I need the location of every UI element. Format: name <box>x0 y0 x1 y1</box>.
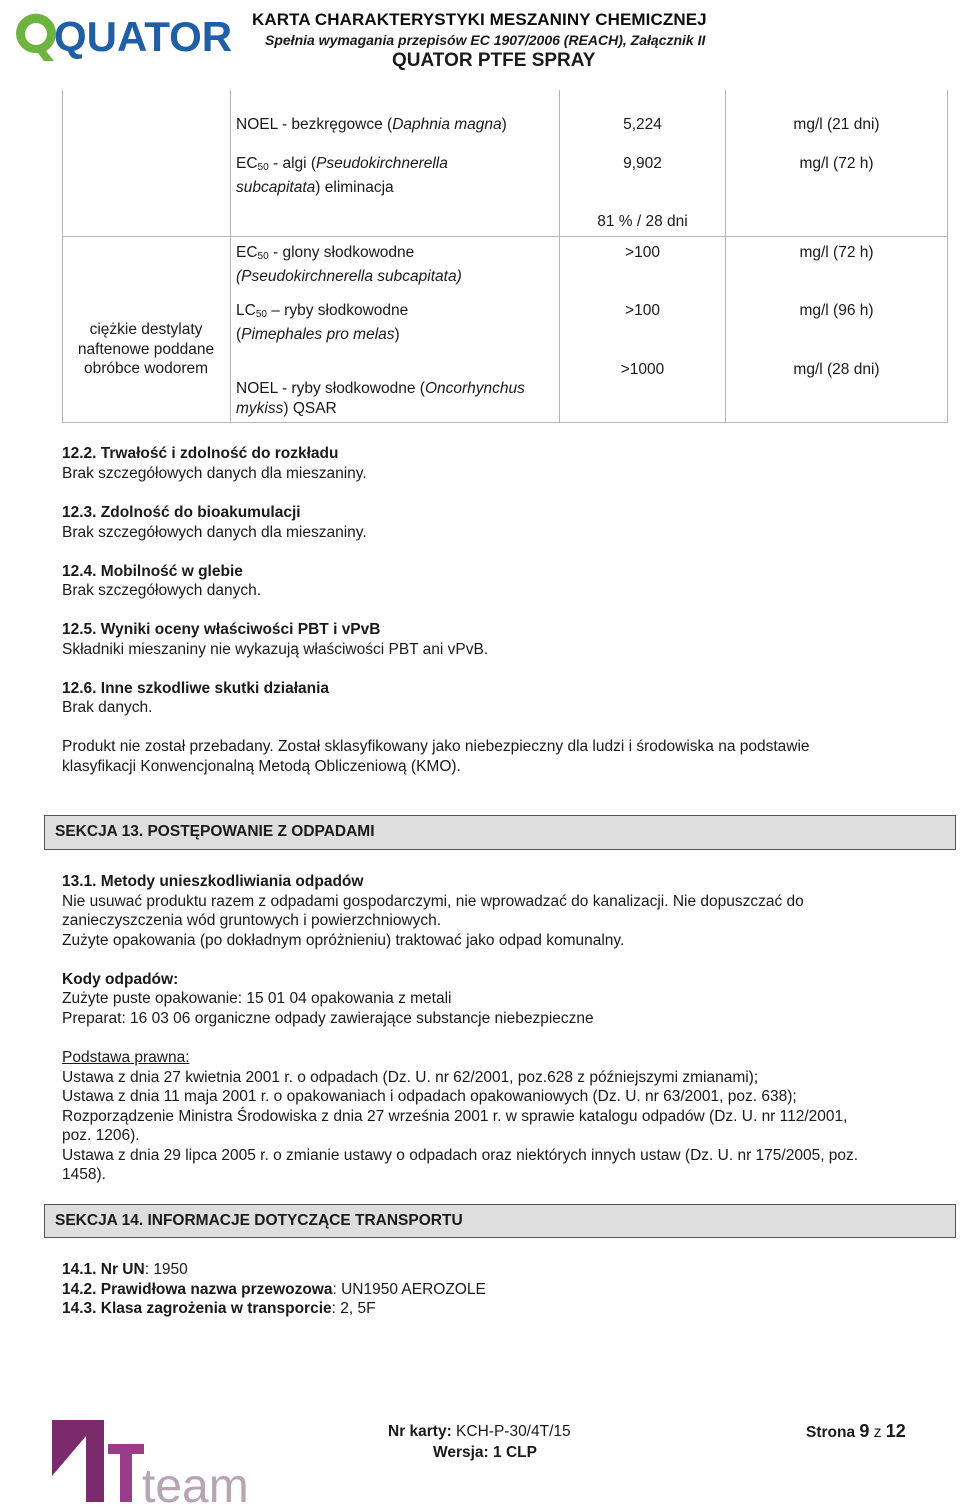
value-cell: >1000 <box>620 361 665 378</box>
section-13-1-text: Zużyte opakowania (po dokładnym opróżnieniu) traktować jako odpad komunalny. <box>62 932 625 949</box>
waste-codes-title: Kody odpadów: <box>62 971 179 988</box>
section-13-1-title: 13.1. Metody unieszkodliwiania odpadów <box>62 873 364 890</box>
section-12-5-text: Składniki mieszaniny nie wykazują właściwości PBT ani vPvB. <box>62 641 489 658</box>
value-cell: 9,902 <box>623 155 662 172</box>
version: Wersja: 1 CLP <box>433 1444 537 1461</box>
table-row: $LC_{50}$ – ryby słodkowodne (Pimephales pro melas) <box>236 302 409 343</box>
section-14-header: SEKCJA 14. INFORMACJE DOTYCZĄCE TRANSPORTU <box>44 1204 956 1238</box>
section-12-2-title: 12.2. Trwałość i zdolność do rozkładu <box>62 445 339 462</box>
document-subtitle: Spełnia wymagania przepisów EC 1907/2006 (REACH), Załącznik II <box>265 32 706 48</box>
page-number: Strona 9 z 12 <box>806 1421 906 1441</box>
waste-code: Preparat: 16 03 06 organiczne odpady zawierające substancje niebezpieczne <box>62 1010 594 1027</box>
card-number: Nr karty: KCH-P-30/4T/15 <box>388 1423 571 1440</box>
table-row: $EC_{50}$ - glony słodkowodne (Pseudokirchnerella subcapitata) <box>236 244 462 285</box>
section-12-4-title: 12.4. Mobilność w glebie <box>62 563 243 580</box>
section-13-header: SEKCJA 13. POSTĘPOWANIE Z ODPADAMI <box>44 815 956 850</box>
quator-logo <box>6 6 233 66</box>
legal-basis-item: Rozporządzenie Ministra Środowiska z dnia 27 września 2001 r. w sprawie katalogu odpadów (Dz. U. nr 112/2001, <box>62 1108 848 1125</box>
document-title: KARTA CHARAKTERYSTYKI MESZANINY CHEMICZNEJ <box>252 10 707 29</box>
classification-note: klasyfikacji Konwencjonalną Metodą Obliczeniową (KMO). <box>62 758 461 775</box>
section-12-3-title: 12.3. Zdolność do bioakumulacji <box>62 504 301 521</box>
legal-basis-item: 1458). <box>62 1166 106 1183</box>
legal-basis-item: poz. 1206). <box>62 1127 140 1144</box>
legal-basis-item: Ustawa z dnia 27 kwietnia 2001 r. o odpadach (Dz. U. nr 62/2001, poz.628 z późniejszymi zmianami); <box>62 1069 759 1086</box>
4team-logo-text: team <box>142 1460 249 1511</box>
substance-cell: ciężkie destylaty naftenowe poddane obróbce wodorem <box>77 321 215 377</box>
section-12-2-text: Brak szczegółowych danych dla mieszaniny. <box>62 465 367 482</box>
shipping-name: 14.2. Prawidłowa nazwa przewozowa: UN1950 AEROZOLE <box>62 1281 486 1298</box>
value-cell: 5,224 <box>623 116 662 133</box>
product-name: QUATOR PTFE SPRAY <box>392 50 596 71</box>
unit-cell: mg/l (72 h) <box>799 155 874 172</box>
section-12-6-title: 12.6. Inne szkodliwe skutki działania <box>62 680 330 697</box>
waste-code: Zużyte puste opakowanie: 15 01 04 opakowania z metali <box>62 990 452 1007</box>
unit-cell: mg/l (72 h) <box>799 244 874 261</box>
section-13-1-text: zanieczyszczenia wód gruntowych i powierzchniowych. <box>62 912 442 929</box>
table-row: $EC_{50}$ - algi (Pseudokirchnerella subcapitata) eliminacja <box>236 155 448 196</box>
value-cell: >100 <box>625 302 660 319</box>
section-12-6-text: Brak danych. <box>62 699 153 716</box>
value-cell: 81 % / 28 dni <box>597 213 688 230</box>
unit-cell: mg/l (96 h) <box>799 302 874 319</box>
unit-cell: mg/l (28 dni) <box>793 361 880 378</box>
legal-basis-item: Ustawa z dnia 11 maja 2001 r. o opakowaniach i odpadach opakowaniowych (Dz. U. nr 63/2001, poz. 638); <box>62 1088 797 1105</box>
classification-note: Produkt nie został przebadany. Został sklasyfikowany jako niebezpieczny dla ludzi i środowiska na podstawie <box>62 738 810 755</box>
unit-cell: mg/l (21 dni) <box>793 116 880 133</box>
section-12-4-text: Brak szczegółowych danych. <box>62 582 262 599</box>
section-12-5-title: 12.5. Wyniki oceny właściwości PBT i vPvB <box>62 621 381 638</box>
section-13-1-text: Nie usuwać produktu razem z odpadami gospodarczymi, nie wprowadzać do kanalizacji. Nie dopuszczać do <box>62 893 804 910</box>
table-row: NOEL - bezkręgowce (Daphnia magna) <box>236 116 507 133</box>
table-row: NOEL - ryby słodkowodne (Oncorhynchus mykiss) QSAR <box>236 380 525 417</box>
quator-logo-text: QUATOR <box>54 13 233 60</box>
un-number: 14.1. Nr UN: 1950 <box>62 1261 188 1278</box>
legal-basis-item: Ustawa z dnia 29 lipca 2005 r. o zmianie ustawy o odpadach oraz niektórych innych ustaw (Dz. U. nr 175/2005, poz. <box>62 1147 859 1164</box>
legal-basis-title: Podstawa prawna: <box>62 1049 190 1066</box>
4team-logo <box>48 1416 274 1511</box>
hazard-class: 14.3. Klasa zagrożenia w transporcie: 2, 5F <box>62 1300 376 1317</box>
section-12-3-text: Brak szczegółowych danych dla mieszaniny. <box>62 524 367 541</box>
value-cell: >100 <box>625 244 660 261</box>
